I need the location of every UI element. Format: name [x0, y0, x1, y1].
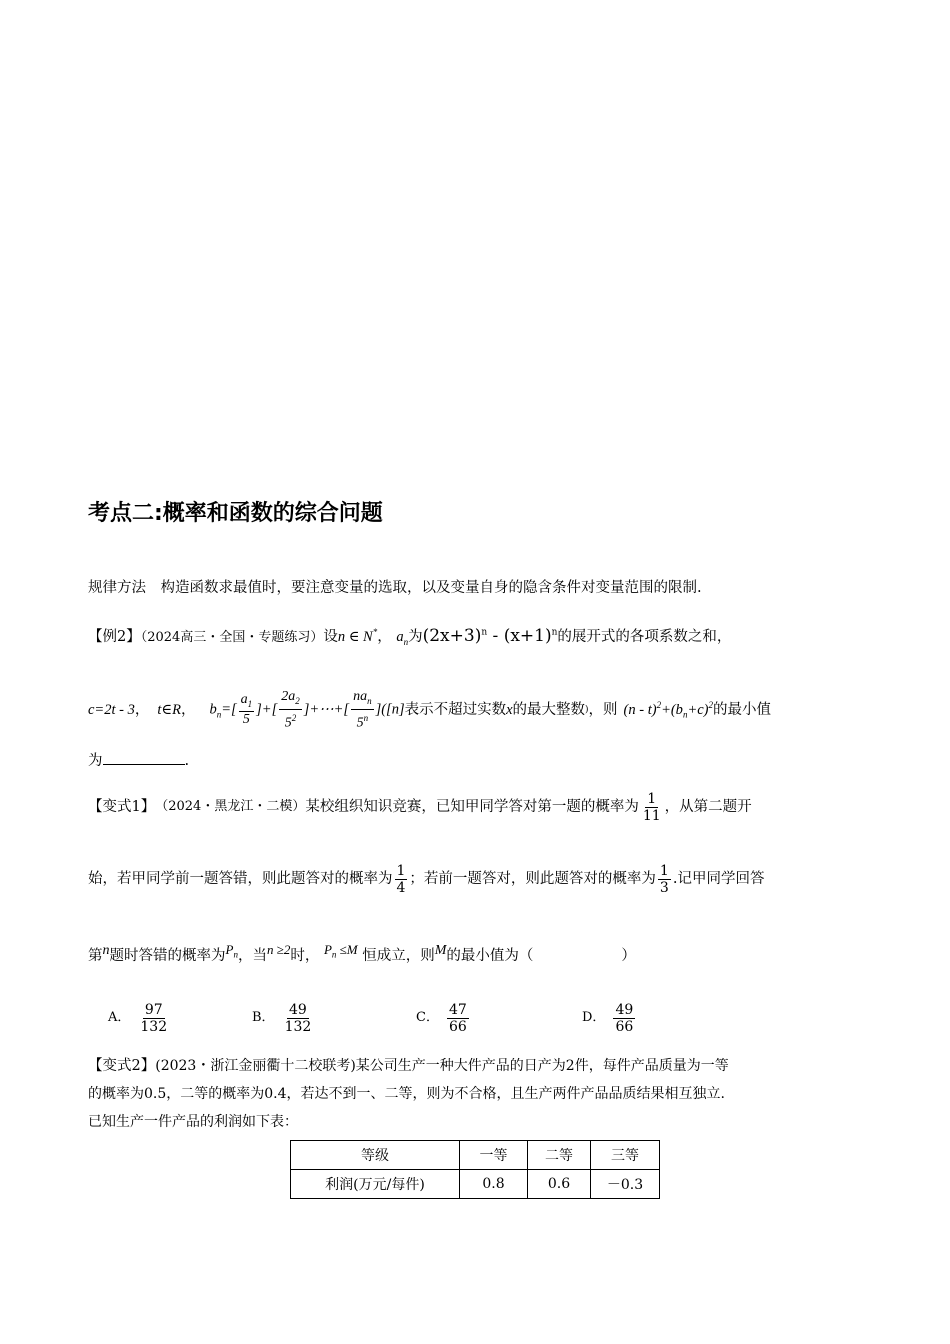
- n-in-N: [338, 629, 377, 645]
- x-var: x: [506, 702, 513, 718]
- text: 的最小值为（: [446, 947, 534, 964]
- math-text: +(b: [661, 701, 683, 718]
- denominator: 66: [448, 1018, 467, 1035]
- min-expression: [624, 695, 713, 725]
- math-sub: n: [367, 695, 372, 706]
- option-label: B．: [252, 1010, 275, 1025]
- fraction-1-3: [658, 863, 671, 896]
- numerator: [239, 692, 255, 713]
- math-sub: n: [216, 709, 222, 720]
- table-header: 二等: [528, 1141, 591, 1170]
- fraction: [279, 689, 302, 731]
- option-a[interactable]: [108, 996, 171, 1040]
- math-text: n ∈ N: [337, 628, 373, 645]
- option-b[interactable]: [252, 996, 315, 1040]
- math-text: 2a: [281, 688, 296, 704]
- math-text: =[: [221, 701, 237, 718]
- numerator: 97: [144, 1001, 163, 1018]
- table-header-row: [291, 1141, 660, 1170]
- math-text: 5: [284, 715, 292, 731]
- numerator: 1: [647, 790, 657, 807]
- math-text: P: [225, 942, 234, 957]
- numerator: 1: [396, 862, 406, 879]
- math-text: a: [396, 628, 404, 645]
- math-text: (2x+3): [422, 625, 482, 646]
- table-cell: －0.3: [591, 1170, 660, 1199]
- denominator: 4: [396, 879, 406, 896]
- example2-line1: [88, 622, 731, 652]
- text: ，则: [588, 702, 618, 718]
- c-definition: c=2t - 3: [88, 702, 135, 718]
- text: 第: [88, 947, 103, 964]
- math-text: a: [240, 691, 248, 707]
- numerator: 47: [448, 1001, 467, 1018]
- math-sup: n: [551, 627, 558, 638]
- P-n: [225, 942, 238, 960]
- math-sup: 2: [656, 700, 662, 711]
- example2-tag: 【例2】: [88, 628, 141, 645]
- fraction: [239, 692, 255, 729]
- t-in-R: t∈R: [157, 702, 181, 718]
- table-header: 三等: [591, 1141, 660, 1170]
- table-row: [291, 1170, 660, 1199]
- n-ge-2: n ≥2: [266, 942, 291, 957]
- numerator: 49: [615, 1001, 634, 1018]
- numerator: 49: [289, 1001, 307, 1018]
- text: ，当: [237, 947, 267, 964]
- math-sub: ): [585, 705, 589, 715]
- numerator: 1: [659, 862, 669, 879]
- fraction: [351, 689, 374, 731]
- math-text: (x+1): [503, 625, 552, 646]
- text: ；若前一题答对，则此题答对的概率为: [409, 871, 656, 887]
- variant2-line1: [88, 1056, 729, 1076]
- answer-blank[interactable]: [103, 750, 185, 765]
- section-title: 考点二:概率和函数的综合问题: [88, 501, 383, 526]
- math-sub: n: [233, 949, 238, 960]
- text: 的展开式的各项系数之和，: [557, 628, 732, 645]
- fraction-1-11: [641, 791, 663, 824]
- option-fraction: [283, 1002, 314, 1035]
- text: 表示不超过实数: [404, 702, 507, 718]
- example2-line3: [88, 750, 189, 771]
- math-text: +c): [687, 701, 709, 718]
- math-sup: n: [481, 627, 488, 638]
- text: ，: [180, 702, 196, 718]
- text: 某校组织知识竞赛，已知甲同学答对第一题的概率为: [305, 799, 639, 815]
- table-cell: 0.6: [528, 1170, 591, 1199]
- numerator: [279, 689, 302, 710]
- profit-table: [290, 1140, 660, 1199]
- variant1-line3: [88, 940, 636, 966]
- option-label: D．: [582, 1010, 606, 1025]
- M-var: M: [434, 943, 447, 958]
- variant2-line3: 已知生产一件产品的利润如下表：: [88, 1114, 298, 1130]
- option-label: C．: [416, 1010, 439, 1025]
- math-text: ]+⋯+[: [303, 701, 350, 718]
- math-text: -: [487, 625, 504, 646]
- text: 为: [88, 753, 103, 769]
- math-sub: 2: [295, 695, 300, 706]
- method-paragraph: 规律方法 构造函数求最值时，要注意变量的选取，以及变量自身的隐含条件对变量范围的限制.: [88, 580, 702, 596]
- variant1-line1: [88, 785, 752, 829]
- example2-source: （2024高三・全国・专题练习）: [140, 629, 324, 645]
- math-sub: n: [331, 949, 337, 960]
- option-label: A．: [108, 1010, 131, 1025]
- math-text: P: [323, 942, 332, 957]
- variant2-tag: 【变式2】: [88, 1058, 156, 1074]
- denominator: 132: [284, 1018, 312, 1035]
- option-fraction: [613, 1002, 635, 1035]
- denominator: 132: [140, 1018, 168, 1035]
- numerator: [351, 689, 374, 710]
- math-sup: *: [372, 627, 378, 637]
- text: 始，若甲同学前一题答错，则此题答对的概率为: [88, 871, 393, 887]
- table-cell: 0.8: [460, 1170, 528, 1199]
- math-sup: 2: [291, 712, 297, 723]
- denominator: 11: [642, 807, 661, 824]
- denominator: [355, 710, 371, 732]
- option-d[interactable]: [582, 996, 637, 1040]
- math-text: na: [353, 688, 368, 704]
- option-fraction: [447, 1002, 469, 1035]
- denominator: 66: [615, 1018, 634, 1035]
- text: ，: [134, 702, 150, 718]
- text: ，: [377, 628, 392, 645]
- denominator: 5: [242, 712, 250, 728]
- option-fraction: [138, 1002, 169, 1035]
- math-sup: 2: [708, 700, 713, 711]
- b-n-definition: [209, 689, 404, 731]
- P-n-le-M: [323, 942, 358, 960]
- variant2-line2: 的概率为0.5，二等的概率为0.4，若达不到一、二等，则为不合格，且生产两件产品品质结果相互独立.: [88, 1086, 725, 1102]
- variant1-source: （2024・黑龙江・二模）: [155, 799, 306, 814]
- math-text: ]+[: [256, 701, 278, 718]
- expansion-expression: [423, 626, 558, 646]
- table-cell: 利润(万元/每件): [291, 1170, 460, 1199]
- text: 恒成立，则: [362, 947, 435, 964]
- n-var: n: [102, 943, 110, 958]
- variant1-line2: [88, 857, 764, 901]
- math-text: ]([n]: [375, 701, 405, 718]
- example2-line2: [88, 685, 771, 735]
- fraction-1-4: [395, 863, 408, 896]
- table-header: 一等: [460, 1141, 528, 1170]
- text: 设: [323, 628, 338, 645]
- text: 为: [408, 628, 423, 645]
- option-c[interactable]: [416, 996, 471, 1040]
- text: ，从第二题开: [664, 799, 752, 815]
- math-text: (n - t): [623, 701, 657, 718]
- math-sup: n: [363, 712, 369, 723]
- math-sub: n: [403, 636, 409, 647]
- text: ）: [621, 947, 636, 964]
- math-text: ≤M: [336, 942, 358, 957]
- text: 的最大整数: [512, 702, 586, 718]
- text: (2023・浙江金丽衢十二校联考)某公司生产一种大件产品的日产为2件，每件产品质量为一等: [155, 1058, 729, 1074]
- math-text: 5: [356, 715, 364, 731]
- math-text: b: [209, 701, 217, 718]
- denominator: [283, 710, 299, 732]
- text: 时，: [290, 947, 320, 964]
- math-sub: n: [682, 709, 688, 720]
- text: .: [184, 753, 190, 769]
- text: 的最小值: [713, 702, 771, 718]
- text: .记甲同学回答: [672, 871, 765, 887]
- a-n: [396, 629, 408, 645]
- math-sub: 1: [247, 698, 253, 709]
- variant1-tag: 【变式1】: [88, 799, 156, 815]
- table-header: 等级: [291, 1141, 460, 1170]
- denominator: 3: [659, 879, 669, 896]
- text: 题时答错的概率为: [109, 947, 226, 964]
